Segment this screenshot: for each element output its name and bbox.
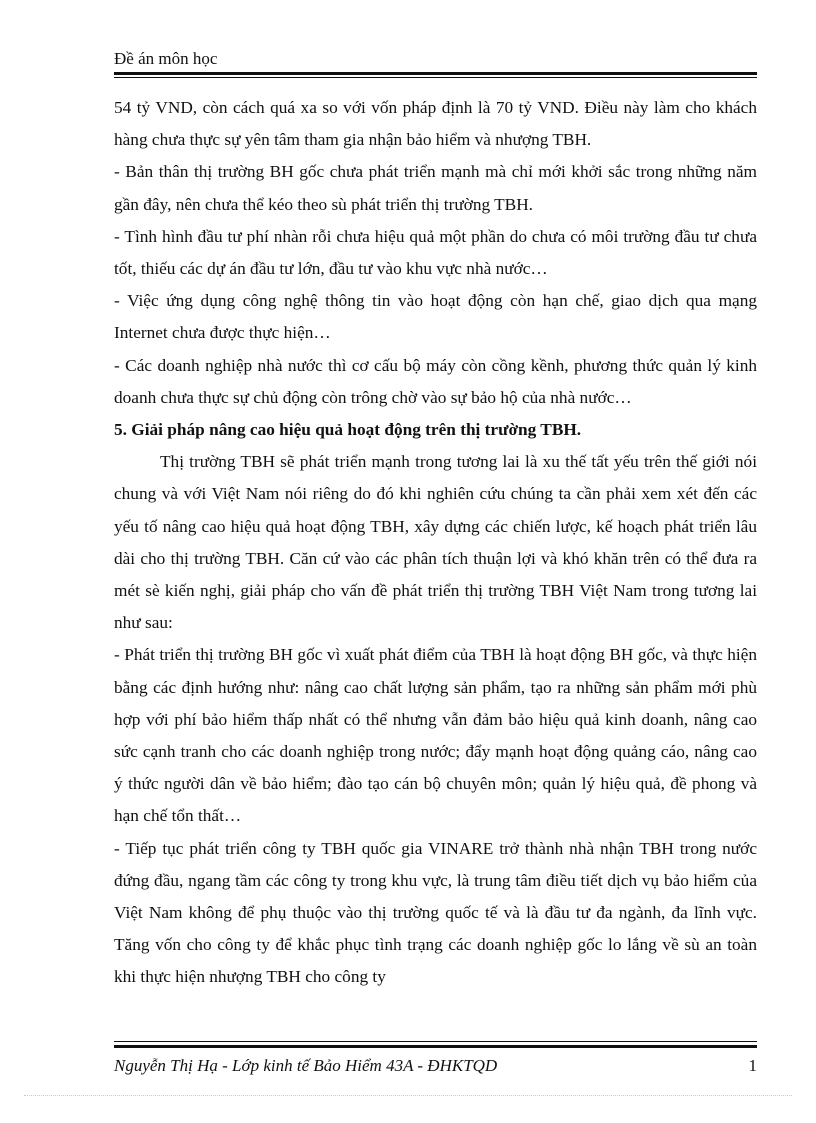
document-body <box>114 92 757 994</box>
paragraph-8: - Tiếp tục phát triển công ty TBH quốc gia VINARE trở thành nhà nhận TBH trong nước đứng đầu, ngang tầm các công ty trong khu vực, là trung tâm điều tiết dịch vụ bảo hiểm của Việt Nam không để phụ thuộc vào thị trường quốc tế và là đầu tư đa ngành, đa lĩnh vực. Tăng vốn cho công ty để khắc phục tình trạng các doanh nghiệp gốc lo lắng về sù an toàn khi thực hiện nhượng TBH cho công ty <box>114 838 757 987</box>
paragraph-4: - Việc ứng dụng công nghệ thông tin vào hoạt động còn hạn chế, giao dịch qua mạng Internet chưa được thực hiện… <box>114 291 757 343</box>
section-heading: 5. Giải pháp nâng cao hiệu quả hoạt động trên thị trường TBH. <box>114 420 582 440</box>
paragraph-5: - Các doanh nghiệp nhà nước thì cơ cấu bộ máy còn cồng kềnh, phương thức quản lý kinh doanh chưa thực sự chủ động còn trông chờ vào sự bảo hộ của nhà nước… <box>114 355 757 407</box>
header-rule-thick <box>114 72 757 75</box>
header-title: Đề án môn học <box>114 49 218 68</box>
paragraph-1: 54 tỷ VND, còn cách quá xa so với vốn pháp định là 70 tỷ VND. Điều này làm cho khách hàng chưa thực sự yên tâm tham gia nhận bảo hiểm và nhượng TBH. <box>114 98 757 150</box>
footer-rule-thin <box>114 1041 757 1042</box>
page-number: 1 <box>748 1056 757 1075</box>
page-bottom-edge <box>24 1095 792 1096</box>
paragraph-6: Thị trường TBH sẽ phát triển mạnh trong tương lai là xu thế tất yếu trên thế giới nói chung và với Việt Nam nói riêng do đó khi nghiên cứu chúng ta cần phải xem xét đến các yếu tố nâng cao hiệu quả hoạt động TBH, xây dựng các chiến lược, kế hoạch phát triển lâu dài cho thị trường TBH. Căn cứ vào các phân tích thuận lợi và khó khăn trên có thể đưa ra mét sè kiến nghị, giải pháp cho vấn đề phát triển thị trường TBH Việt Nam trong tương lai như sau: <box>114 452 757 633</box>
paragraph-2: - Bản thân thị trường BH gốc chưa phát triển mạnh mà chỉ mới khởi sắc trong những năm gần đây, nên chưa thể kéo theo sù phát triển thị trường TBH. <box>114 162 757 214</box>
footer-rule-thick <box>114 1045 757 1048</box>
paragraph-7: - Phát triển thị trường BH gốc vì xuất phát điểm của TBH là hoạt động BH gốc, và thực hiện bằng các định hướng như: nâng cao chất lượng sản phẩm, tạo ra những sản phẩm mới phù hợp với phí bảo hiểm thấp nhất có thể nhưng vẫn đảm bảo hiệu quả kinh doanh, nâng cao sức cạnh tranh cho các doanh nghiệp trong nước; đẩy mạnh hoạt động quảng cáo, nâng cao ý thức người dân về bảo hiểm; đào tạo cán bộ chuyên môn; quản lý hiệu quả, đề phong và hạn chế tổn thất… <box>114 645 757 826</box>
header-rule-thin <box>114 77 757 78</box>
paragraph-3: - Tình hình đầu tư phí nhàn rỗi chưa hiệu quả một phần do chưa có môi trường đầu tư chưa tốt, thiếu các dự án đầu tư lớn, đầu tư vào khu vực nhà nước… <box>114 226 757 279</box>
footer-author: Nguyễn Thị Hạ - Lớp kinh tế Bảo Hiểm 43A - ĐHKTQD <box>114 1056 498 1075</box>
